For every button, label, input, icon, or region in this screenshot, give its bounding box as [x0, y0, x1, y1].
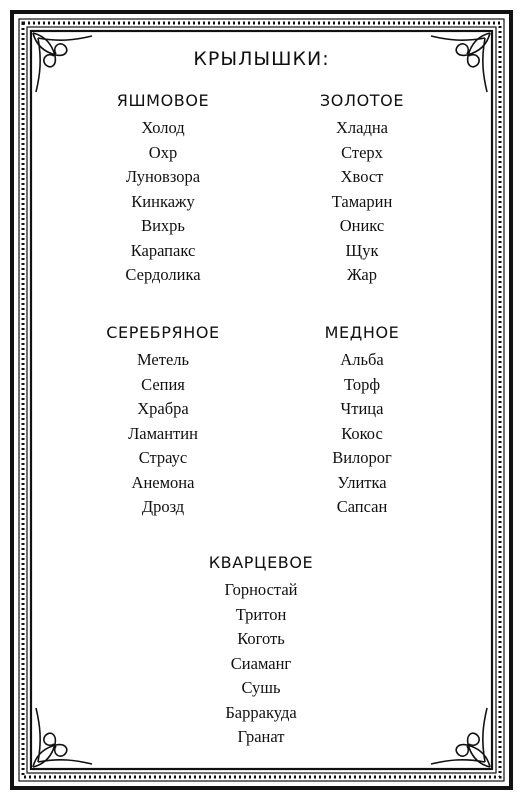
list-item: Карапакс: [130, 240, 196, 260]
list-item: Хладна: [335, 118, 389, 137]
list-item: Метель: [136, 350, 190, 369]
list-item: Страус: [138, 448, 188, 467]
group-quartz: [161, 548, 361, 750]
list-item: Сапсан: [336, 497, 388, 516]
group-gold: [262, 86, 462, 288]
list-item: Торф: [343, 374, 381, 394]
list-item: Щук: [345, 240, 379, 260]
list-item: Хвост: [340, 167, 384, 186]
list-item: Чтица: [340, 399, 384, 418]
group-heading: ЗОЛОТОЕ: [319, 91, 405, 110]
list-item: Луновзора: [125, 167, 201, 186]
list-item: Тамарин: [331, 191, 393, 211]
page-title: КРЫЛЫШКИ:: [193, 48, 330, 70]
list-item: Храбра: [137, 399, 189, 418]
list-item: Оникс: [339, 216, 385, 235]
list-item: Жар: [347, 265, 377, 284]
list-item: Кокос: [341, 423, 383, 443]
name-list: [161, 578, 361, 750]
list-item: Альба: [340, 350, 384, 369]
group-jasper: [63, 86, 263, 288]
group-heading: ЯШМОВОЕ: [116, 91, 210, 110]
list-item: Горностай: [224, 580, 298, 599]
list-item: Улитка: [337, 472, 387, 492]
name-list: [262, 116, 462, 288]
list-item: Сепия: [141, 374, 185, 394]
list-item: Тритон: [235, 604, 287, 624]
list-item: Анемона: [131, 472, 195, 492]
list-item: Ламантин: [128, 423, 198, 443]
list-item: Кинкажу: [131, 191, 195, 211]
group-heading: СЕРЕБРЯНОЕ: [106, 323, 220, 342]
group-copper: [262, 318, 462, 520]
group-silver: [63, 318, 263, 520]
list-item: Сиаманг: [230, 653, 292, 673]
corner-ornament-bottom-left: [33, 708, 92, 767]
list-item: Охр: [148, 142, 178, 162]
group-heading: МЕДНОЕ: [324, 323, 400, 342]
list-item: Сердолика: [125, 265, 201, 284]
list-item: Вихрь: [141, 216, 185, 235]
name-list: [63, 116, 263, 288]
list-item: Дрозд: [141, 497, 185, 516]
list-item: Гранат: [237, 727, 285, 746]
list-item: Коготь: [237, 629, 285, 648]
list-item: Вилорог: [332, 448, 392, 467]
name-list: [63, 348, 263, 520]
list-item: Барракуда: [225, 702, 297, 722]
group-heading: КВАРЦЕВОЕ: [208, 553, 314, 572]
list-item: Сушь: [241, 678, 281, 697]
corner-ornament-bottom-right: [431, 708, 490, 767]
name-list: [262, 348, 462, 520]
list-item: Стерх: [341, 142, 383, 162]
list-item: Холод: [141, 118, 185, 137]
